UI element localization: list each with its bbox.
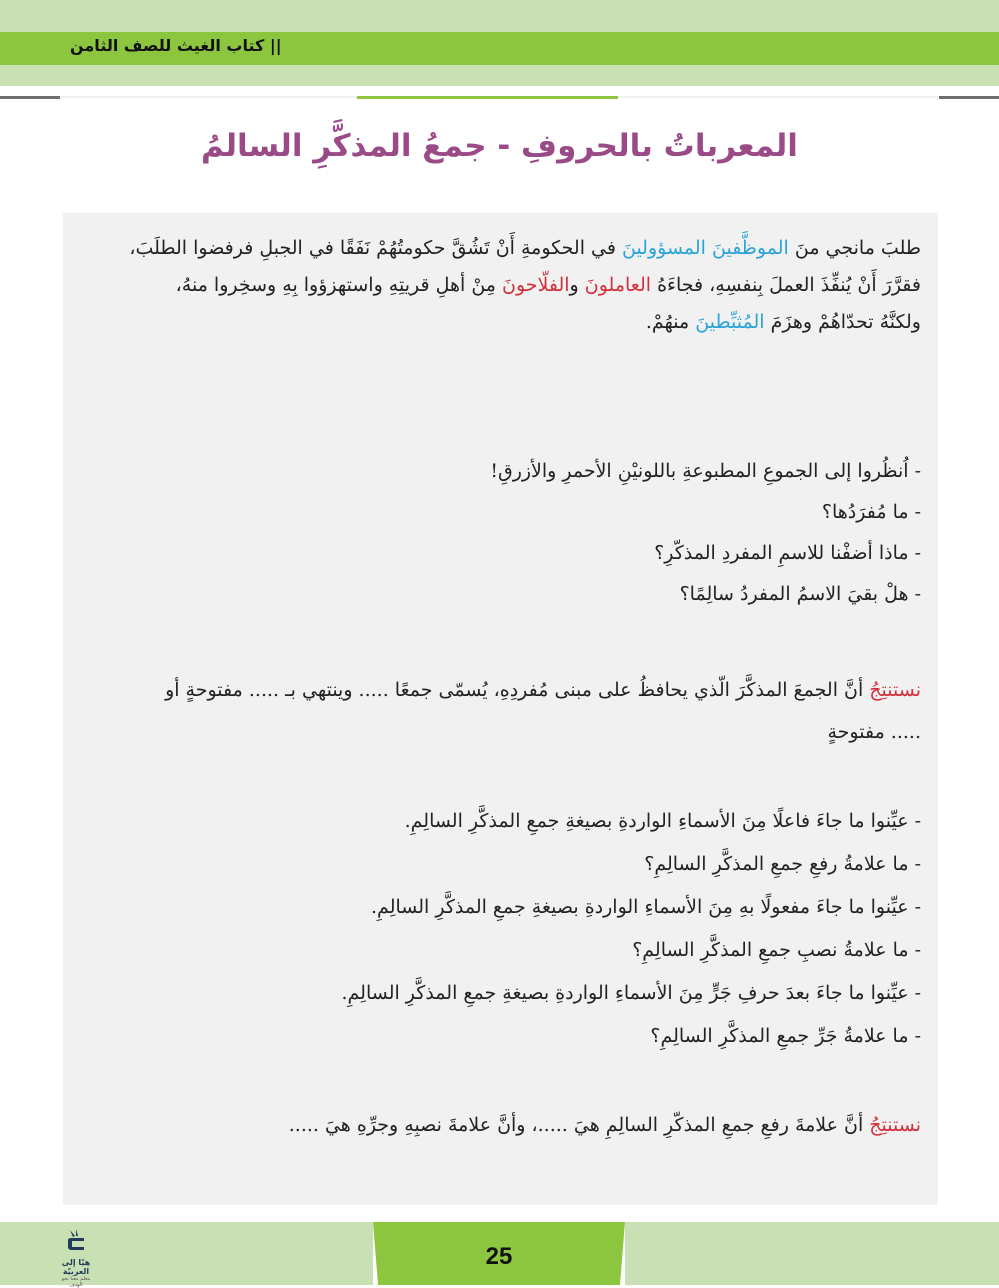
publisher-logo	[56, 1228, 96, 1288]
text-segment: في الحكومةِ أَنْ تَشُقَّ حكومتُهُمْ نَفَقًا في الجبلِ فرفضوا الطلَبَ،	[129, 237, 622, 259]
paragraph	[76, 451, 921, 615]
text-segment: ..... مفتوحةٍ	[827, 721, 921, 743]
text-line	[76, 304, 921, 341]
text-segment: - ماذا أضفْنا للاسمِ المفردِ المذكّرِ؟	[654, 542, 921, 564]
text-line	[76, 574, 921, 615]
text-segment: - عيِّنوا ما جاءَ بعدَ حرفِ جَرٍّ مِنَ الأسماءِ الواردةِ بصيغةِ جمعِ المذكَّرِ السالِمِ.	[341, 982, 921, 1004]
text-segment: - هلْ بقيَ الاسمُ المفردُ سالِمًا؟	[679, 583, 921, 605]
text-line	[76, 1105, 921, 1145]
text-segment: منهُمْ.	[645, 311, 696, 333]
text-line	[76, 533, 921, 574]
red-highlight-word: نستنتِجُ	[869, 1114, 921, 1136]
text-segment: - عيِّنوا ما جاءَ مفعولًا بهِ مِنَ الأسماءِ الواردةِ بصيغةِ جمعِ المذكَّرِ السالِمِ.	[371, 896, 921, 918]
text-segment: أنَّ الجمعَ المذكَّرَ الّذي يحافظُ على مبنى مُفردِهِ، يُسمّى جمعًا ..... وينتهي بـ ..... مفتوحةٍ أو	[165, 679, 870, 701]
text-segment: مِنْ أهلِ قريتِهِ واستهزؤوا بِهِ وسخِروا منهُ،	[175, 274, 503, 296]
text-line	[76, 886, 921, 929]
paragraph	[76, 800, 921, 1058]
blue-highlight-word: المُثبِّطينَ	[695, 311, 765, 333]
text-segment: - اُنظُروا إلى الجموعِ المطبوعةِ باللونيْنِ الأحمرِ والأزرقِ!	[490, 460, 921, 482]
red-highlight-word: الفلّاحونَ	[502, 274, 570, 296]
text-line	[76, 972, 921, 1015]
divider-accent	[357, 96, 618, 99]
divider-left	[0, 96, 60, 99]
divider-right	[939, 96, 999, 99]
text-segment: - عيِّنوا ما جاءَ فاعلًا مِنَ الأسماءِ الواردةِ بصيغةِ جمعِ المذكَّرِ السالِمِ.	[404, 810, 921, 832]
text-segment: ولكنَّهُ تحدّاهُمْ وهزَمَ	[764, 311, 921, 333]
logo-tagline: نتعلم معنا نحو الهدف	[61, 1276, 91, 1288]
text-line	[76, 669, 921, 711]
text-segment: - ما علامةُ رفعِ جمعِ المذكَّرِ السالِمِ؟	[644, 853, 921, 875]
text-segment: و	[569, 274, 585, 296]
red-highlight-word: العاملونَ	[584, 274, 652, 296]
book-title: || كتاب الغيث للصف الثامن	[70, 36, 282, 55]
text-line	[76, 451, 921, 492]
text-segment: - ما مُفرَدُها؟	[821, 501, 921, 523]
text-segment: طلبَ مانجي منَ	[788, 237, 921, 259]
text-line	[76, 1015, 921, 1058]
text-segment: - ما علامةُ جَرِّ جمعِ المذكَّرِ السالِمِ؟	[650, 1025, 921, 1047]
text-segment: فقرَّرَ أَنْ يُنفِّذَ العملَ بِنفسِهِ، فجاءَهُ	[651, 274, 921, 296]
logo-name: هيّا إلى العربيّة	[61, 1258, 91, 1276]
text-line	[76, 492, 921, 533]
red-highlight-word: نستنتِجُ	[869, 679, 921, 701]
text-line	[76, 843, 921, 886]
logo-icon	[64, 1228, 88, 1254]
blue-highlight-word: الموظَّفينَ المسؤولينَ	[621, 237, 789, 259]
text-line	[76, 929, 921, 972]
paragraph	[76, 230, 921, 341]
text-segment: - ما علامةُ نصبِ جمعِ المذكَّرِ السالِمِ؟	[632, 939, 921, 961]
page-title: المعرباتُ بالحروفِ - جمعُ المذكَّرِ السالمُ	[201, 128, 798, 164]
text-line	[76, 800, 921, 843]
page-number: 25	[485, 1243, 513, 1270]
text-segment: أنَّ علامةَ رفعِ جمعِ المذكّرِ السالِمِ هيَ .....، وأنَّ علامةَ نصبِهِ وجرِّهِ هيَ .....	[288, 1114, 870, 1136]
text-line	[76, 267, 921, 304]
text-line	[76, 230, 921, 267]
text-line	[76, 711, 921, 753]
paragraph	[76, 1105, 921, 1145]
paragraph	[76, 669, 921, 753]
footer-band-right	[625, 1222, 999, 1285]
